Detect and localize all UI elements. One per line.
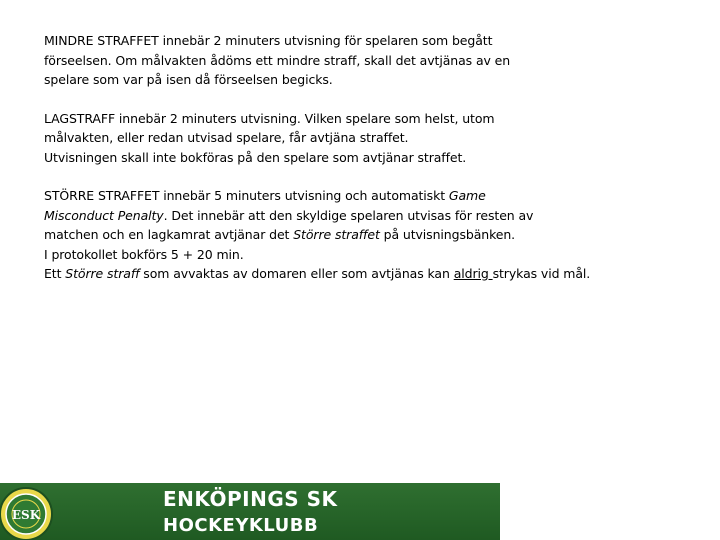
text-line: Utvisningen skall inte bokföras på den spelare som avtjänar straffet. [44, 149, 467, 165]
text-line [44, 186, 684, 206]
text-run: matchen och en lagkamrat avtjänar det [44, 227, 294, 242]
italic-term: Större straff [65, 266, 140, 281]
text-line [44, 206, 684, 226]
text-line: förseelsen. Om målvakten ådöms ett mindre straff, skall det avtjänas av en [44, 52, 511, 68]
text-line: MINDRE STRAFFET innebär 2 minuters utvisning för spelaren som begått [44, 33, 493, 48]
crest-letters: ESK [11, 508, 41, 522]
club-footer-banner [0, 483, 500, 540]
text-run: . Det innebär att den skyldige spelaren utvisas för resten av [163, 207, 534, 223]
club-name-line2 [163, 513, 338, 538]
club-name-line1 [163, 487, 338, 513]
text-line: spelare som var på isen då förseelsen begicks. [44, 72, 333, 87]
club-subtitle-text: HOCKEYKLUBB [163, 515, 319, 536]
text-run: Ett [44, 266, 66, 281]
club-crest-icon [0, 484, 60, 540]
italic-term: Misconduct Penalty [44, 207, 164, 223]
text-line: målvakten, eller redan utvisad spelare, får avtjäna straffet. [44, 130, 409, 145]
text-run: strykas vid mål. [492, 266, 591, 281]
club-name [163, 487, 338, 538]
underlined-word: aldrig [453, 266, 493, 281]
text-line [44, 264, 684, 284]
text-line: LAGSTRAFF innebär 2 minuters utvisning. Vilken spelare som helst, utom [44, 110, 495, 126]
italic-term: Game [448, 188, 486, 203]
text-run: på utvisningsbänken. [379, 227, 516, 242]
minor-penalty-paragraph [44, 31, 684, 90]
italic-term: Större straffet [293, 227, 380, 242]
rules-text [44, 31, 684, 284]
text-line: I protokollet bokförs 5 + 20 min. [44, 246, 244, 262]
text-run: STÖRRE STRAFFET innebär 5 minuters utvisning och automatiskt [44, 188, 449, 203]
major-penalty-paragraph [44, 186, 684, 284]
club-name-text: ENKÖPINGS SK [163, 487, 338, 511]
text-run: som avvaktas av domaren eller som avtjänas kan [139, 266, 454, 281]
text-line [44, 225, 684, 245]
bench-penalty-paragraph [44, 109, 684, 168]
